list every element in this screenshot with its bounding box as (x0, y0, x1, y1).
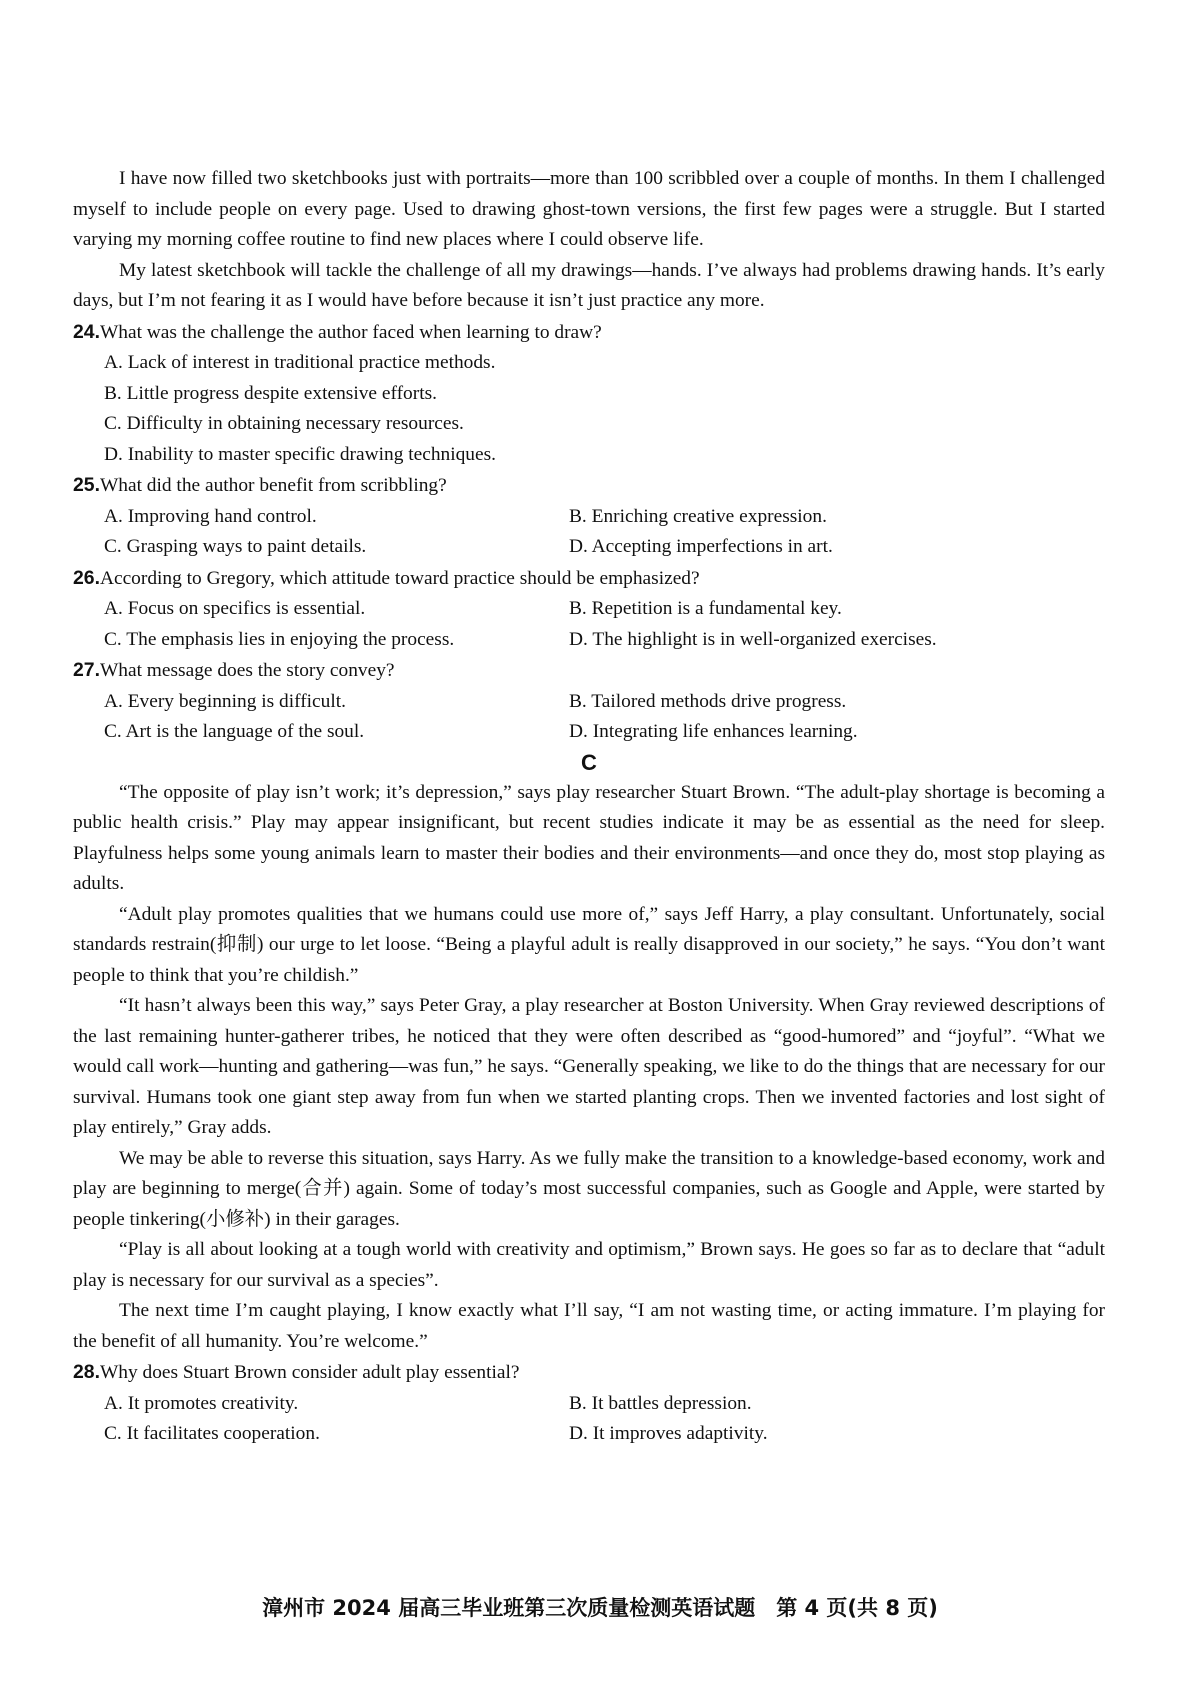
option-d[interactable]: D. Inability to master specific drawing techniques. (104, 443, 497, 465)
question-24 (73, 317, 1105, 471)
option-d[interactable]: D. Accepting imperfections in art. (569, 536, 833, 557)
passage-c-paragraph-3: “It hasn’t always been this way,” says Peter Gray, a play researcher at Boston University. When Gray reviewed descriptions of the last remaining hunter-gatherer tribes, he noticed that they were often described as “good-humored” and “joyful”. “What we would call work—hunting and gathering—was fun,” he says. “Generally speaking, we like to do the things that are necessary for our survival. Humans took one giant step away from fun when we started planting crops. Then we invented factories and lost sight of play entirely,” Gray adds. (73, 995, 1105, 1138)
options (104, 594, 1105, 655)
option-c[interactable]: C. Art is the language of the soul. (104, 721, 365, 742)
question-stem: What message does the story convey? (99, 660, 395, 681)
option-a[interactable]: A. Focus on specifics is essential. (104, 598, 366, 619)
option-a[interactable]: A. It promotes creativity. (104, 1392, 299, 1414)
question-28 (73, 1357, 1105, 1450)
question-number: 27. (73, 659, 100, 681)
option-a[interactable]: A. Every beginning is difficult. (104, 690, 346, 712)
question-stem: What was the challenge the author faced when learning to draw? (99, 321, 602, 343)
page-footer: 漳州市 2024 届高三毕业班第三次质量检测英语试题 第 4 页(共 8 页) (262, 1596, 938, 1620)
question-number: 28. (73, 1361, 100, 1383)
option-c[interactable]: C. The emphasis lies in enjoying the process. (104, 628, 455, 650)
passage-c-paragraph-6: The next time I’m caught playing, I know exactly what I’ll say, “I am not wasting time, or acting immature. I’m playing for the benefit of all humanity. You’re welcome.” (73, 1300, 1105, 1352)
question-number: 26. (73, 566, 100, 589)
option-d[interactable]: D. Integrating life enhances learning. (569, 721, 858, 742)
options (104, 1389, 1105, 1450)
option-a[interactable]: A. Improving hand control. (104, 505, 317, 527)
option-b[interactable]: B. Repetition is a fundamental key. (569, 598, 842, 619)
question-27 (73, 655, 1105, 748)
passage-c-paragraph-5: “Play is all about looking at a tough world with creativity and optimism,” Brown says. He goes so far as to declare that “adult play is necessary for our survival as a species”. (73, 1239, 1105, 1291)
passage-c-paragraph-1: “The opposite of play isn’t work; it’s depression,” says play researcher Stuart Brown. “The adult-play shortage is becoming a public health crisis.” Play may appear insignificant, but recent studies indicate it may be as essential as the need for sleep. Playfulness helps some young animals learn to master their bodies and their environments—and once they do, most stop playing as adults. (73, 781, 1105, 894)
question-26 (73, 563, 1105, 656)
passage-b-paragraph-2: My latest sketchbook will tackle the challenge of all my drawings—hands. I’ve always had problems drawing hands. It’s early days, but I’m not fearing it as I would have before because it isn’t just practice any more. (73, 259, 1105, 311)
options (104, 502, 1105, 563)
option-b[interactable]: B. Tailored methods drive progress. (569, 690, 847, 712)
option-c[interactable]: C. Grasping ways to paint details. (104, 536, 367, 557)
question-number: 25. (73, 474, 100, 496)
section-c-heading: C (581, 749, 597, 775)
option-a[interactable]: A. Lack of interest in traditional practice methods. (104, 352, 496, 373)
option-c[interactable]: C. Difficulty in obtaining necessary resources. (104, 413, 464, 434)
option-b[interactable]: B. Enriching creative expression. (569, 505, 827, 527)
option-b[interactable]: B. Little progress despite extensive efforts. (104, 382, 437, 404)
option-d[interactable]: D. It improves adaptivity. (569, 1423, 768, 1444)
question-stem: Why does Stuart Brown consider adult play essential? (99, 1362, 520, 1383)
question-stem: What did the author benefit from scribbling? (99, 475, 447, 496)
passage-b-paragraph-1: I have now filled two sketchbooks just with portraits—more than 100 scribbled over a couple of months. In them I challenged myself to include people on every page. Used to drawing ghost-town versions, the first few pages were a struggle. But I started varying my morning coffee routine to find new places where I could observe life. (73, 168, 1105, 250)
passage-c-paragraph-4: We may be able to reverse this situation, says Harry. As we fully make the transition to a knowledge-based economy, work and play are beginning to merge(合并) again. Some of today’s most successful companies, such as Google and Apple, were started by people tinkering(小修补) in their garages. (73, 1147, 1105, 1230)
option-b[interactable]: B. It battles depression. (569, 1392, 752, 1414)
option-d[interactable]: D. The highlight is in well-organized exercises. (569, 628, 937, 650)
question-25 (73, 470, 1105, 563)
passage-c-paragraph-2: “Adult play promotes qualities that we humans could use more of,” says Jeff Harry, a play consultant. Unfortunately, social standards restrain(抑制) our urge to let loose. “Being a playful adult is really disapproved in our society,” he says. “You don’t want people to think that you’re childish.” (73, 903, 1105, 986)
options (104, 348, 1105, 470)
question-stem: According to Gregory, which attitude toward practice should be emphasized? (99, 567, 700, 589)
option-c[interactable]: C. It facilitates cooperation. (104, 1423, 320, 1444)
question-number: 24. (73, 320, 100, 343)
options (104, 687, 1105, 748)
